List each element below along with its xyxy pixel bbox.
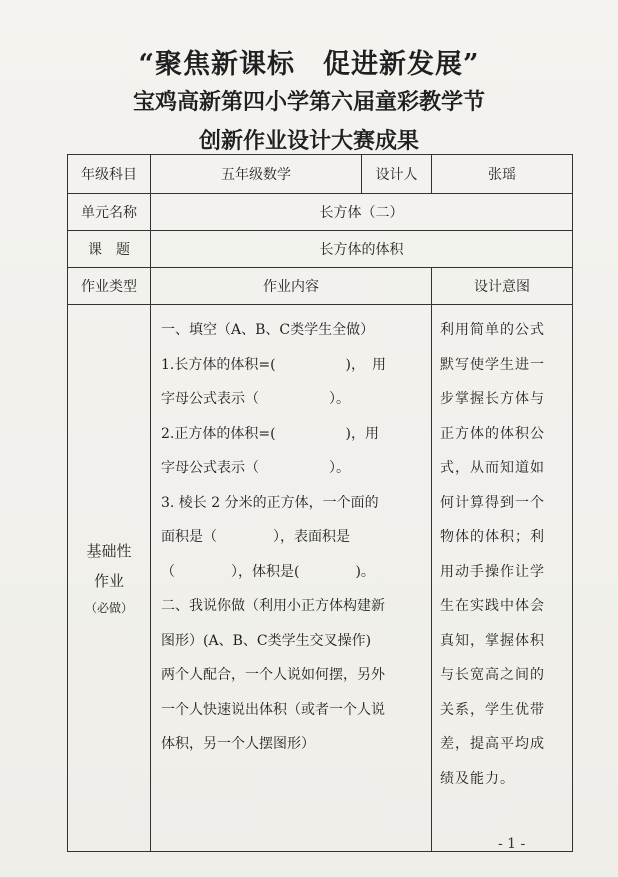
type-label: 作业类型	[68, 268, 151, 305]
intent-line: 何计算得到一个	[440, 494, 545, 511]
category-main-2: 作业	[93, 572, 124, 590]
content-line: 一、填空（A、B、C类学生全做）	[161, 322, 375, 338]
content-header: 作业内容	[151, 268, 432, 305]
unit-value: 长方体（二）	[151, 194, 573, 231]
intent-line: 真知，掌握体积	[440, 632, 545, 649]
intent-line: 默写使学生进一	[440, 356, 545, 373]
homework-category	[68, 305, 151, 852]
table-row	[68, 231, 573, 268]
intent-line: 用动手操作让学	[440, 563, 545, 580]
contest-title: 创新作业设计大赛成果	[198, 128, 419, 154]
design-intent	[432, 305, 573, 852]
content-line: 一个人快速说出体积（或者一个人说	[161, 701, 385, 718]
intent-line: 差，提高平均成	[440, 736, 545, 752]
table-row	[68, 155, 573, 194]
intent-line: 绩及能力。	[440, 770, 515, 787]
content-line: 1.长方体的体积=( )， 用	[161, 356, 387, 373]
grade-subject-value: 五年级数学	[151, 155, 362, 194]
content-line: 字母公式表示（ ）。	[161, 391, 350, 407]
intent-line: 物体的体积；利	[440, 529, 545, 545]
intent-line: 式，从而知道如	[440, 460, 545, 476]
designer-value: 张瑶	[432, 155, 573, 194]
content-line: （ ），体积是( )。	[161, 563, 375, 580]
content-line: 体积，另一个人摆图形）	[161, 736, 315, 752]
content-line: 3. 棱长 2 分米的正方体，一个面的	[161, 494, 379, 511]
category-sub: （必做）	[84, 601, 133, 615]
intent-line: 正方体的体积公	[440, 425, 545, 442]
table-row	[68, 194, 573, 231]
content-line: 字母公式表示（ ）。	[161, 460, 350, 476]
homework-design-table	[67, 154, 573, 852]
designer-label: 设计人	[362, 155, 432, 194]
content-line: 2.正方体的体积=( )，用	[161, 425, 380, 442]
homework-content	[151, 305, 432, 852]
lesson-value: 长方体的体积	[151, 231, 573, 268]
content-line: 两个人配合，一个人说如何摆，另外	[161, 667, 385, 683]
unit-label: 单元名称	[68, 194, 151, 231]
intent-header: 设计意图	[432, 268, 573, 305]
slogan-title: “聚焦新课标 促进新发展”	[138, 49, 480, 80]
intent-line: 利用简单的公式	[440, 322, 545, 338]
event-title: 宝鸡高新第四小学第六届童彩教学节	[132, 89, 485, 115]
grade-subject-label: 年级科目	[68, 155, 151, 194]
intent-line: 生在实践中体会	[440, 598, 545, 614]
table-row	[68, 305, 573, 852]
intent-line: 步掌握长方体与	[440, 391, 545, 407]
content-line: 面积是（ ），表面积是	[161, 529, 350, 545]
content-line: 图形）(A、B、C类学生交叉操作)	[161, 632, 372, 649]
lesson-label: 课 题	[68, 231, 151, 268]
content-line: 二、我说你做（利用小正方体构建新	[161, 598, 385, 614]
intent-line: 关系，学生优带	[440, 701, 545, 718]
page-number: - 1 -	[498, 836, 526, 852]
table-row	[68, 268, 573, 305]
category-main-1: 基础性	[86, 542, 132, 560]
intent-line: 与长宽高之间的	[440, 667, 545, 683]
